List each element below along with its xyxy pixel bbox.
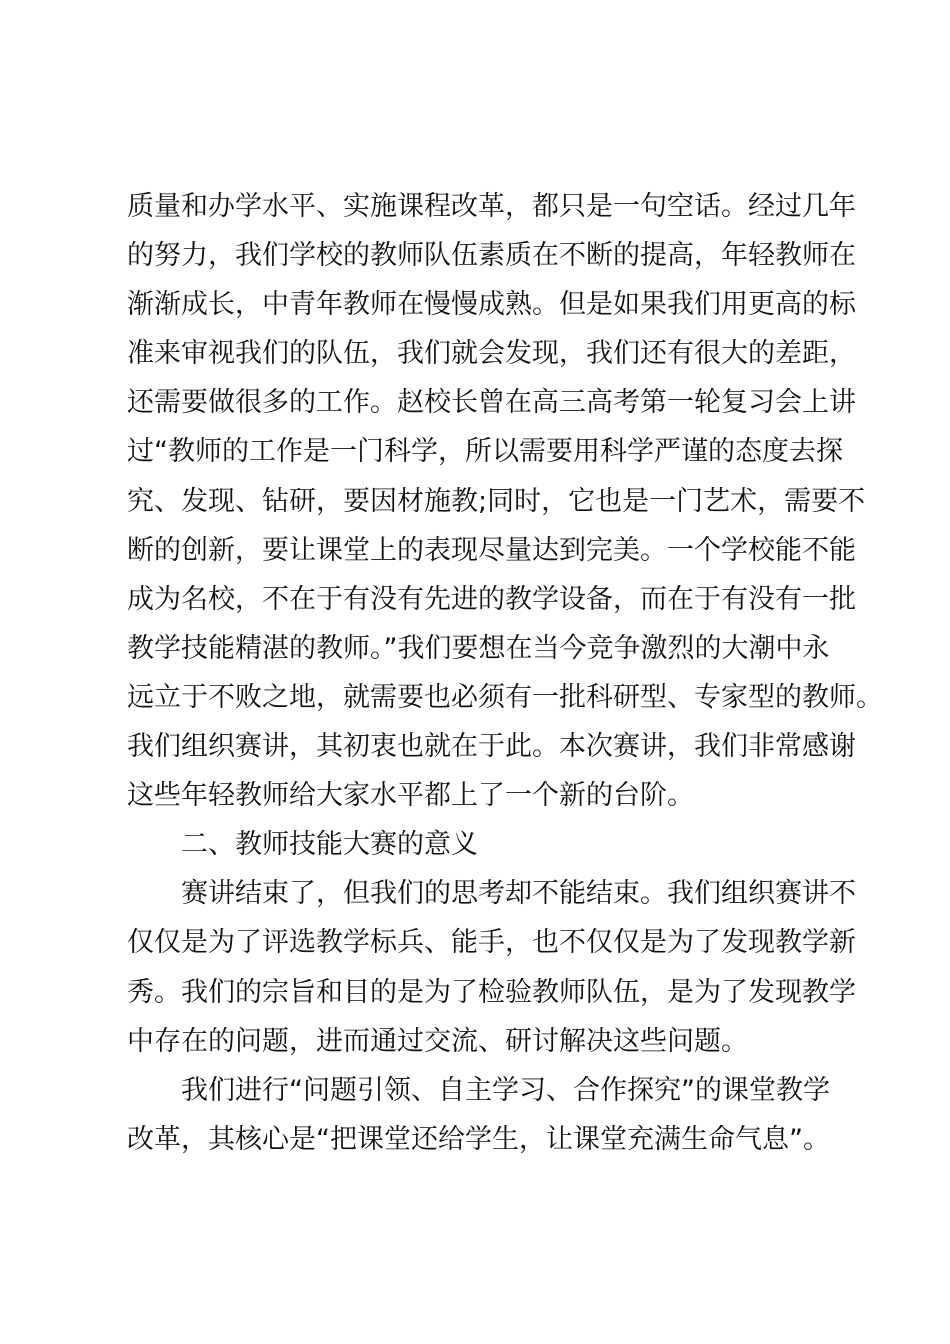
text-line: 还需要做很多的工作。赵校长曾在高三高考第一轮复习会上讲 [127, 387, 856, 419]
text-line: 仅仅是为了评选教学标兵、能手，也不仅仅是为了发现教学新 [127, 927, 856, 959]
text-line: 质量和办学水平、实施课程改革，都只是一句空话。经过几年 [127, 191, 856, 222]
text-line: 远立于不败之地，就需要也必须有一批科研型、专家型的教师。 [127, 681, 883, 713]
text-line: 这些年轻教师给大家水平都上了一个新的台阶。 [127, 780, 694, 812]
text-line: 我们进行“问题引领、自主学习、合作探究”的课堂教学 [181, 1074, 830, 1106]
text-line: 赛讲结束了，但我们的思考却不能结束。我们组织赛讲不 [181, 878, 856, 910]
text-line: 我们组织赛讲，其初衷也就在于此。本次赛讲，我们非常感谢 [127, 731, 856, 763]
document-body [127, 182, 883, 1164]
text-line: 中存在的问题，进而通过交流、研讨解决这些问题。 [127, 1025, 748, 1057]
text-line: 断的创新，要让课堂上的表现尽量达到完美。一个学校能不能 [127, 534, 856, 566]
text-line: 渐渐成长，中青年教师在慢慢成熟。但是如果我们用更高的标 [127, 289, 856, 321]
text-line: 究、发现、钻研，要因材施教;同时，它也是一门艺术，需要不 [127, 485, 866, 517]
section-heading: 二、教师技能大赛的意义 [181, 829, 478, 861]
text-line: 秀。我们的宗旨和目的是为了检验教师队伍，是为了发现教学 [127, 976, 856, 1008]
text-line: 成为名校，不在于有没有先进的教学设备，而在于有没有一批 [127, 583, 856, 615]
text-line: 改革，其核心是“把课堂还给学生，让课堂充满生命气息”。 [127, 1123, 830, 1155]
text-line: 过“教师的工作是一门科学，所以需要用科学严谨的态度去探 [127, 436, 843, 468]
text-line: 准来审视我们的队伍，我们就会发现，我们还有很大的差距， [127, 338, 856, 370]
text-line: 教学技能精湛的教师。”我们要想在当今竞争激烈的大潮中永 [127, 632, 830, 664]
text-line: 的努力，我们学校的教师队伍素质在不断的提高，年轻教师在 [127, 240, 856, 272]
